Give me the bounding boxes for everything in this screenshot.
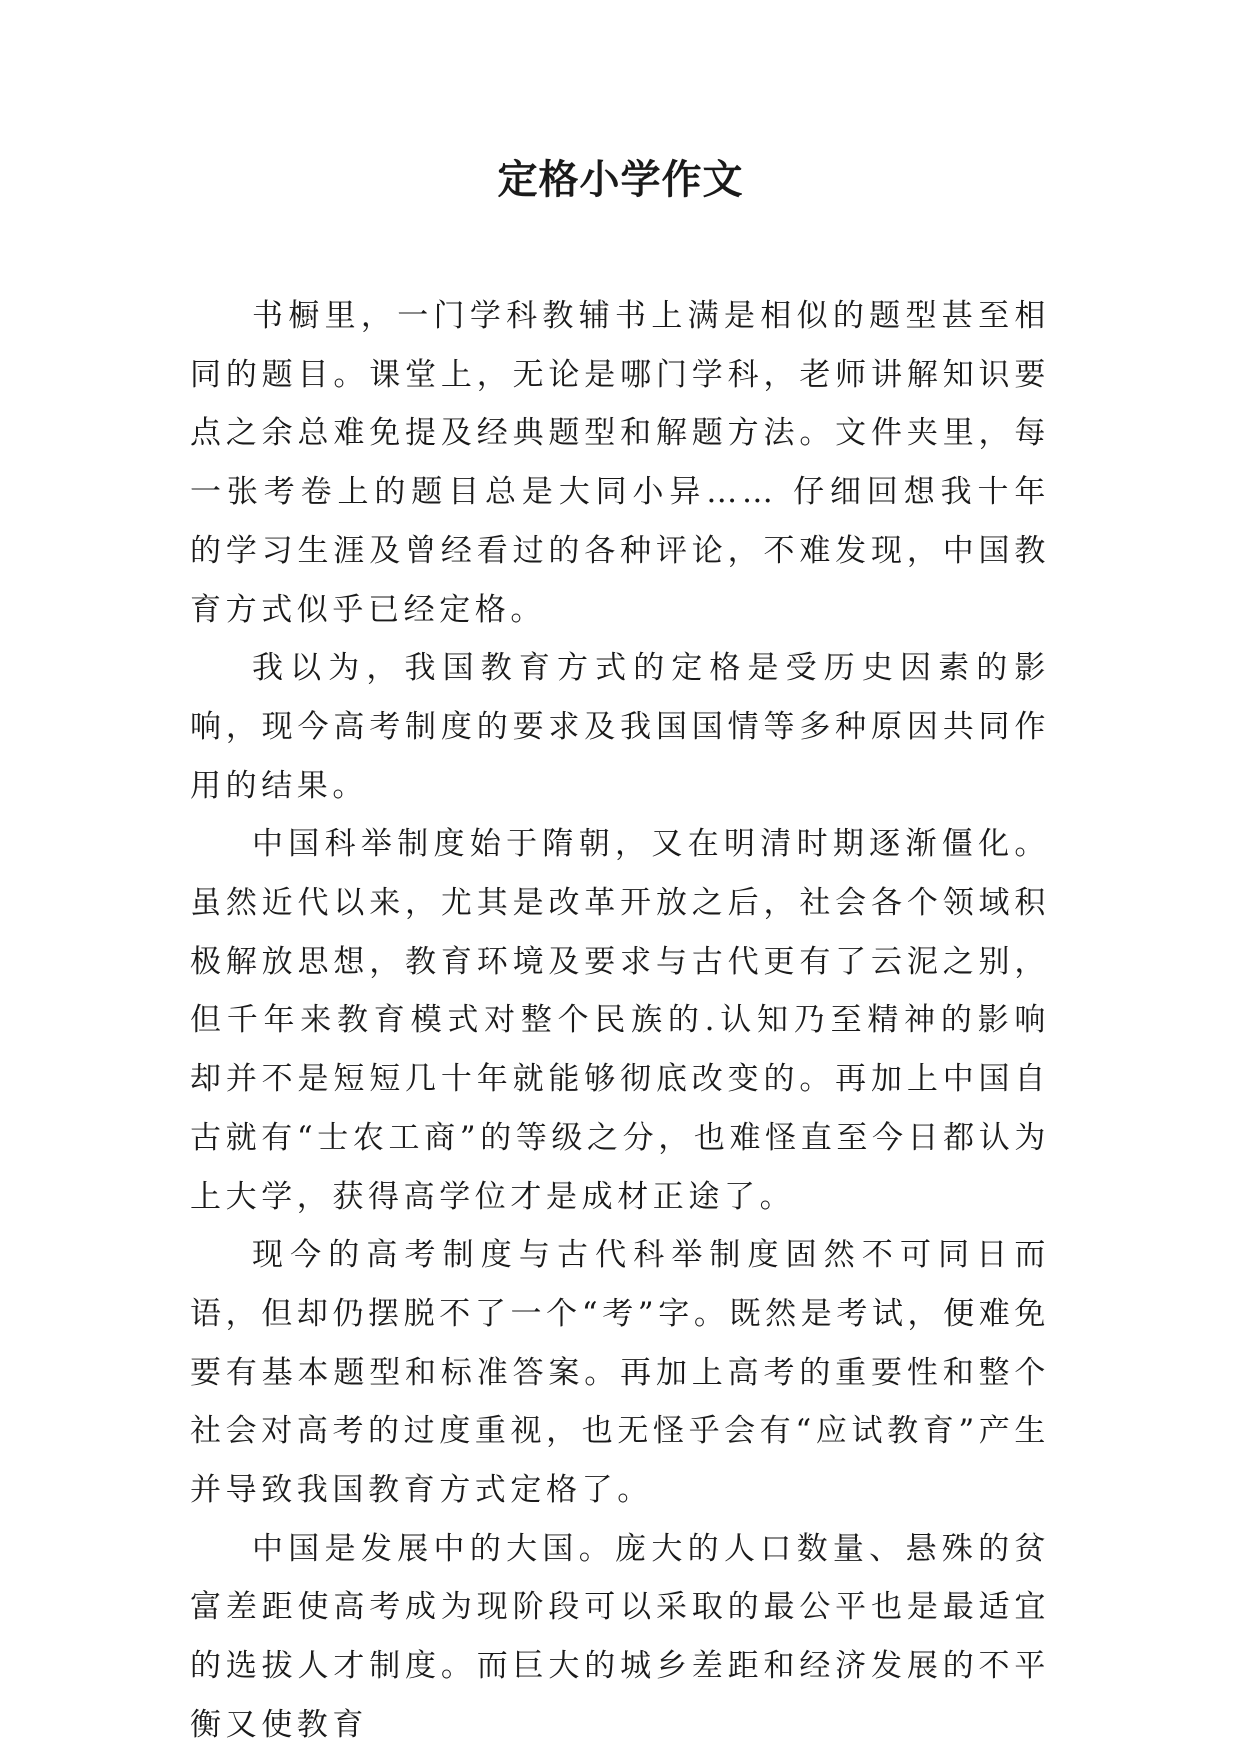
paragraph-4: 现今的高考制度与古代科举制度固然不可同日而语，但却仍摆脱不了一个“考”字。既然是考试，便难免要有基本题型和标准答案。再加上高考的重要性和整个社会对高考的过度重视，也无怪乎会有“应试教育”产生并导致我国教育方式定格了。: [190, 1237, 1050, 1509]
paragraph-1: 书橱里，一门学科教辅书上满是相似的题型甚至相同的题目。课堂上，无论是哪门学科，老师讲解知识要点之余总难免提及经典题型和解题方法。文件夹里，每一张考卷上的题目总是大同小异…… 仔细回想我十年的学习生涯及曾经看过的各种评论，不难发现，中国教育方式似乎已经定格。: [190, 298, 1050, 628]
paragraph-5: 中国是发展中的大国。庞大的人口数量、悬殊的贫富差距使高考成为现阶段可以采取的最公平也是最适宜的选拔人才制度。而巨大的城乡差距和经济发展的不平衡又使教育: [190, 1530, 1050, 1743]
paragraph-3: 中国科举制度始于隋朝，又在明清时期逐渐僵化。虽然近代以来，尤其是改革开放之后，社会各个领域积极解放思想，教育环境及要求与古代更有了云泥之别，但千年来教育模式对整个民族的.认知乃至精神的影响却并不是短短几十年就能够彻底改变的。再加上中国自古就有“士农工商”的等级之分，也难怪直至今日都认为上大学，获得高学位才是成材正途了。: [190, 826, 1050, 1215]
paragraph-2: 我以为，我国教育方式的定格是受历史因素的影响，现今高考制度的要求及我国国情等多种原因共同作用的结果。: [190, 650, 1050, 804]
document-body: [190, 287, 1050, 1755]
document-title: 定格小学作文: [497, 157, 744, 203]
